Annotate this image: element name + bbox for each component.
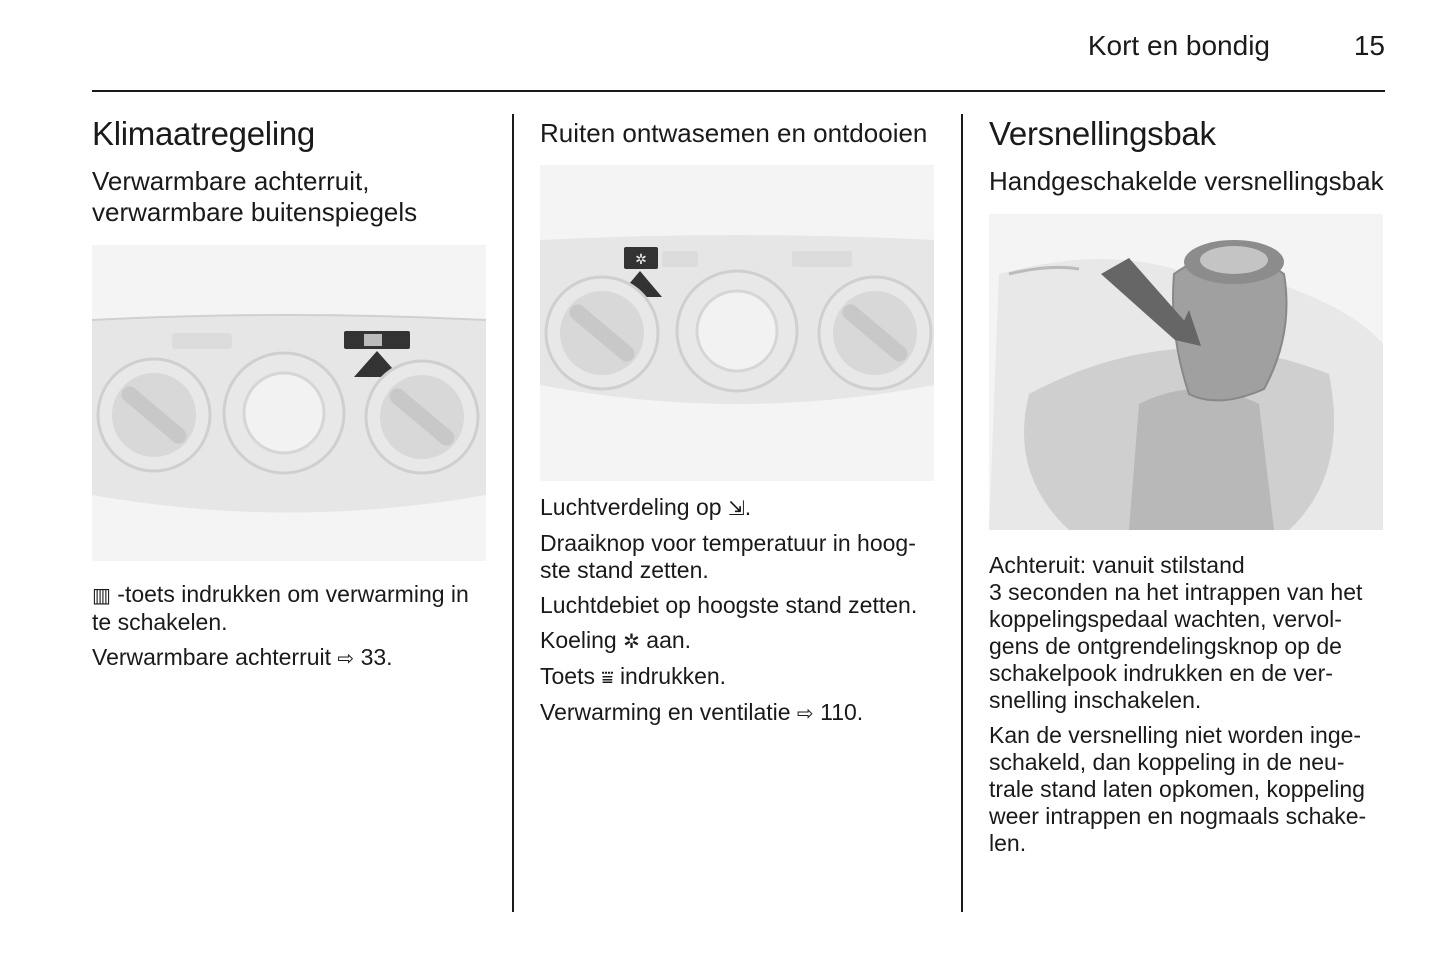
- paragraph-reverse-gear: Achteruit: vanuit stilstand 3 seconden na het intrappen van het koppelingspedaal wachten, vervol-gens de ontgrendelingsknop op de schakelpook indrukken en de ver-snelling inschakelen.: [989, 551, 1363, 713]
- page-number: 15: [1353, 30, 1385, 61]
- rear-window-button-highlight: [344, 331, 410, 349]
- cross-reference-icon: ⇨: [796, 701, 814, 726]
- cooling-icon: ✲: [623, 629, 640, 654]
- paragraph-cooling: Koeling ✲ aan.: [540, 627, 692, 654]
- windscreen-airflow-icon: ⇲: [727, 496, 745, 521]
- gear-lever-figure: [989, 214, 1383, 530]
- column-divider-1: [512, 114, 514, 912]
- paragraph-defrost-button: Toets ⩸ indrukken.: [540, 663, 727, 690]
- paragraph-air-volume: Luchtdebiet op hoogste stand zetten.: [540, 592, 918, 619]
- subsection-heading: Verwarmbare achterruit, verwarmbare buitenspiegels: [92, 165, 418, 227]
- defrost-icon: ⩸: [601, 665, 614, 690]
- subsection-heading: Handgeschakelde versnellingsbak: [989, 165, 1384, 196]
- paragraph-gear-not-engaged: Kan de versnelling niet worden inge-schakeld, dan koppeling in de neu-trale stand laten opkomen, koppeling weer intrappen en nogmaals schake-len.: [989, 721, 1367, 856]
- paragraph-temperature: Draaiknop voor temperatuur in hoog-ste stand zetten.: [540, 530, 916, 584]
- header-rule: [92, 90, 1385, 92]
- paragraph-reference: Verwarmbare achterruit ⇨ 33.: [92, 643, 393, 670]
- paragraph-rear-window-button: ▥ -toets indrukken om verwarming in te schakelen.: [92, 580, 469, 635]
- column-klimaatregeling: [92, 114, 492, 680]
- rear-window-heating-icon: ▥: [92, 582, 111, 607]
- column-divider-2: [961, 114, 963, 912]
- running-header-title: Kort en bondig: [1087, 30, 1270, 61]
- defrost-figure: [540, 165, 934, 481]
- section-heading: Klimaatregeling: [92, 115, 315, 152]
- cross-reference-icon: ⇨: [337, 645, 355, 670]
- svg-text:✲: ✲: [635, 252, 647, 269]
- column-ontwasemen: [540, 118, 940, 735]
- paragraph-reference: Verwarming en ventilatie ⇨ 110.: [540, 699, 864, 726]
- column-versnellingsbak: [989, 114, 1389, 865]
- section-heading: Ruiten ontwasemen en ontdooien: [540, 118, 928, 148]
- climate-control-figure: [92, 245, 486, 561]
- section-heading: Versnellingsbak: [989, 115, 1216, 152]
- paragraph-air-distribution: Luchtverdeling op ⇲.: [540, 494, 752, 521]
